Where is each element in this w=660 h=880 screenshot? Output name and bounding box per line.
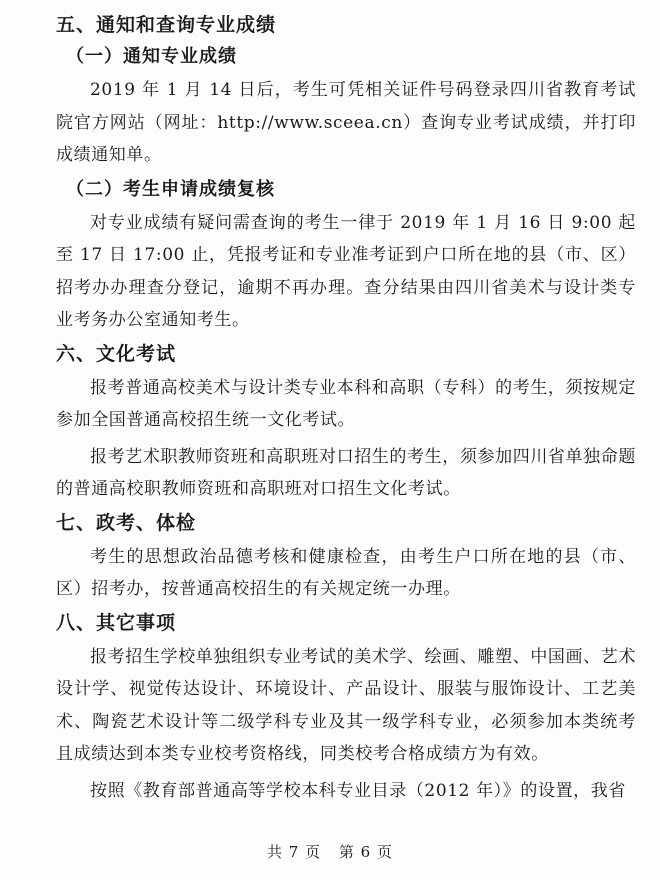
paragraph-culture-exam-vocational: 报考艺术职教师资班和高职班对口招生的考生，须参加四川省单独命题的普通高校职教师资班和高职班对口招生文化考试。 (56, 446, 636, 499)
paragraph-score-review: 对专业成绩有疑问需查询的考生一律于 2019 年 1 月 16 日 9:00 起至 17 日 17:00 止，凭报考证和专业准考证到户口所在地的县（市、区）招考办办理查分登记，逾期不再办理。查分结果由四川省美术与设计类专业考务办公室通知考生。 (56, 212, 636, 330)
total-pages-label: 共 7 页 (267, 843, 322, 861)
paragraph-catalog-reference: 按照《教育部普通高等学校本科专业目录（2012 年）》的设置，我省 (90, 780, 626, 801)
page-footer (0, 842, 660, 862)
document-body (56, 12, 636, 811)
paragraph-culture-exam-general: 报考普通高校美术与设计类专业本科和高职（专科）的考生，须按规定参加全国普通高校招生统一文化考试。 (56, 377, 636, 430)
section-heading-notify-scores: 五、通知和查询专业成绩 (56, 14, 277, 36)
section-heading-political-physical: 七、政考、体检 (56, 511, 197, 534)
paragraph-political-physical: 考生的思想政治品德考核和健康检查，由考生户口所在地的县（市、区）招考办，按普通高校招生的有关规定统一办理。 (56, 546, 636, 599)
subheading-score-review: （二）考生申请成绩复核 (66, 178, 275, 200)
subheading-notify-professional-scores: （一）通知专业成绩 (66, 46, 237, 67)
paragraph-score-query: 2019 年 1 月 14 日后，考生可凭相关证件号码登录四川省教育考试院官方网站（网址：http://www.sceea.cn）查询专业考试成绩，并打印成绩通知单。 (56, 80, 636, 165)
current-page-label: 第 6 页 (338, 843, 393, 861)
paragraph-other-matters: 报考招生学校单独组织专业考试的美术学、绘画、雕塑、中国画、艺术设计学、视觉传达设计、环境设计、产品设计、服装与服饰设计、工艺美术、陶瓷艺术设计等二级学科专业及其一级学科专业，必须参加本类统考且成绩达到本类专业校考资格线，同类校考合格成绩方为有效。 (56, 646, 636, 764)
section-heading-culture-exam: 六、文化考试 (56, 342, 177, 365)
section-heading-other-matters: 八、其它事项 (56, 611, 177, 634)
